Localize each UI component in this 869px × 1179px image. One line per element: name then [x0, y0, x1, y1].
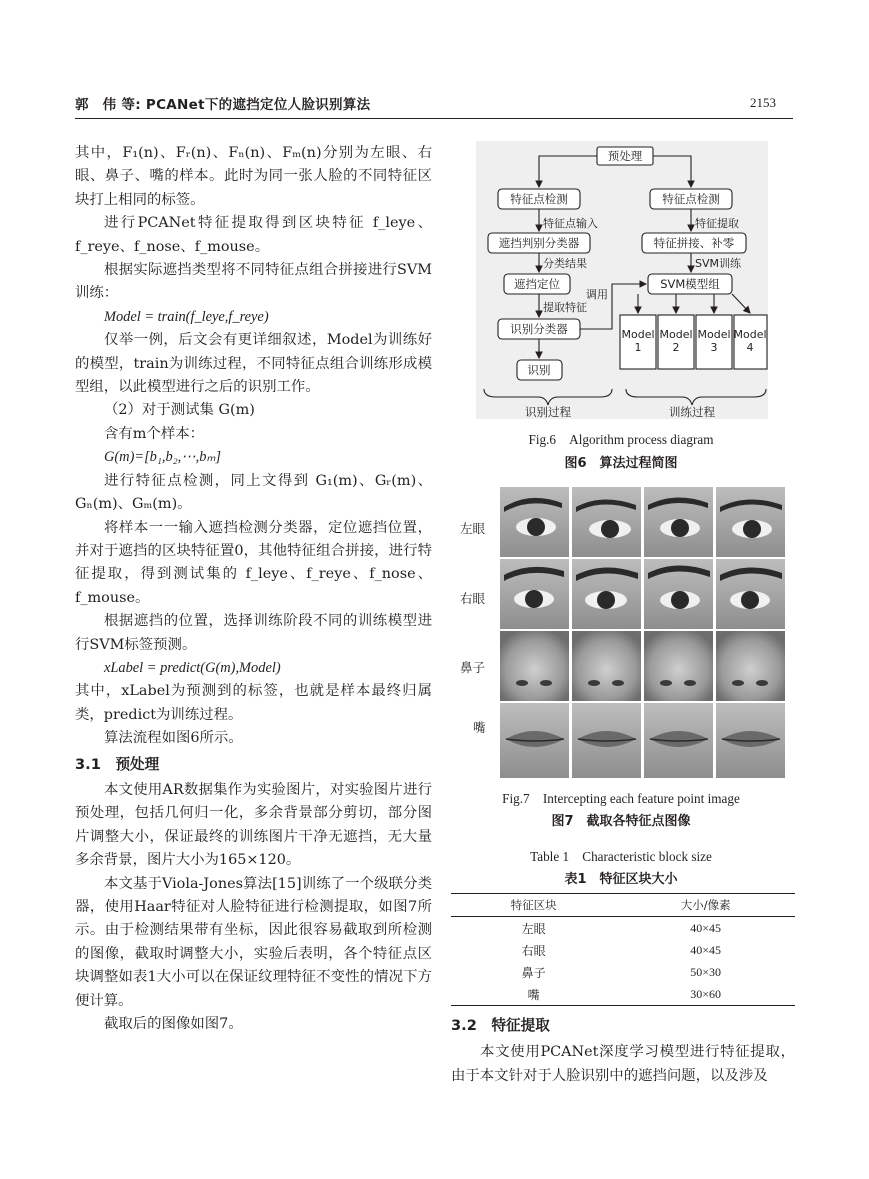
- header-rule: [75, 118, 793, 119]
- paragraph-pcanet-features: 进行PCANet特征提取得到区块特征 f_leye、f_reye、f_nose、f_mouse。: [75, 215, 432, 255]
- paragraph-sample-labels: 其中，F₁(n)、Fᵣ(n)、Fₙ(n)、Fₘ(n)分别为左眼、右眼、鼻子、嘴的样本。此时为同一张人脸的不同特征区块打上相同的标签。: [75, 145, 432, 208]
- table-cell-size: 40×45: [690, 942, 722, 957]
- mouth-row: [500, 703, 785, 778]
- feature-crop-grid: [500, 487, 785, 778]
- edge-label-fp-input: 特征点输入: [543, 217, 598, 230]
- right-eye-row: [500, 559, 785, 629]
- node-occlusion-classifier: 遮挡判别分类器: [498, 236, 580, 250]
- row-label-nose: 鼻子: [460, 660, 486, 675]
- node-model3: Model 3: [697, 328, 731, 354]
- paragraph-svm-predict: 根据遮挡的位置，选择训练阶段不同的训练模型进行SVM标签预测。: [75, 613, 432, 653]
- running-header-title: 郭 伟 等: PCANet下的遮挡定位人脸识别算法: [75, 97, 371, 113]
- fig7-caption-en: Fig.7 Intercepting each feature point image: [502, 791, 740, 806]
- table-header-size: 大小/像素: [616, 894, 795, 917]
- fig6-caption-cn: 图6 算法过程简图: [564, 456, 678, 471]
- paragraph-m-samples: 含有m个样本：: [104, 425, 204, 442]
- right-column: [451, 1014, 795, 1088]
- algorithm-flow-diagram: [476, 141, 768, 419]
- node-preprocess: 预处理: [607, 149, 643, 163]
- paragraph-model-example: 仅举一例，后文会有更详细叙述，Model为训练好的模型，train为训练过程，不同特征点组合训练形成模型组，以此模型进行之后的识别工作。: [75, 332, 432, 396]
- table1-caption-en: Table 1 Characteristic block size: [530, 849, 712, 864]
- table-cell-block: 右眼: [521, 943, 546, 958]
- edge-label-feat-extract: 特征提取: [695, 217, 739, 230]
- edge-label-class-result: 分类结果: [543, 257, 587, 270]
- table-cell-block: 嘴: [451, 983, 616, 1006]
- node-svm-group: SVM模型组: [660, 277, 720, 291]
- paragraph-fig7-ref: 截取后的图像如图7。: [104, 1016, 243, 1033]
- paragraph-occlusion-detect: 将样本一一输入遮挡检测分类器，定位遮挡位置，并对于遮挡的区块特征置0，其他特征组合拼接，进行特征提取，得到测试集的 f_leye、f_reye、f_nose、f_mouse。: [75, 519, 432, 606]
- nose-row: [500, 631, 785, 701]
- feature-block-size-table: [451, 893, 795, 1006]
- table-header-block: 特征区块: [451, 894, 616, 917]
- edge-label-call: 调用: [586, 288, 608, 301]
- edge-label-svm-train: SVM训练: [695, 257, 741, 270]
- table-cell-size: 50×30: [690, 964, 722, 979]
- node-model2: Model 2: [659, 328, 693, 354]
- brace-label-recognition: 识别过程: [525, 405, 571, 419]
- paragraph-test-set: （2）对于测试集 G(m): [104, 402, 255, 419]
- paragraph-xlabel: 其中，xLabel为预测到的标签，也就是样本最终归属类，predict为训练过程。: [75, 683, 432, 723]
- brace-label-training: 训练过程: [669, 405, 715, 419]
- paragraph-preprocess: 本文使用AR数据集作为实验图片，对实验图片进行预处理，包括几何归一化，多余背景部分剪切，部分图片调整大小，保证最终的训练图片干净无遮挡，无大量多余背景，图片大小为165×120。: [75, 781, 432, 869]
- paragraph-flow-ref: 算法流程如图6所示。: [104, 730, 243, 747]
- table-cell-size: 30×60: [616, 983, 795, 1006]
- paragraph-feature-extraction: 本文使用PCANet深度学习模型进行特征提取，由于本文针对于人脸识别中的遮挡问题，以及涉及: [451, 1044, 795, 1084]
- feature-crop-svg: [500, 487, 785, 778]
- node-detect-right: 特征点检测: [662, 192, 720, 206]
- node-recognize: 识别: [527, 363, 551, 377]
- equation-predict: xLabel = predict(G(m),Model): [104, 659, 281, 676]
- table-row: [451, 983, 795, 1006]
- paragraph-feature-detect: 进行特征点检测，同上文得到 G₁(m)、Gᵣ(m)、Gₙ(m)、Gₘ(m)。: [75, 472, 432, 513]
- table-row: [451, 939, 795, 961]
- row-label-right-eye: 右眼: [460, 591, 486, 606]
- node-concat: 特征拼接、补零: [653, 236, 735, 250]
- node-detect-left: 特征点检测: [510, 192, 568, 206]
- row-label-left-eye: 左眼: [460, 521, 486, 536]
- table-header-row: [451, 894, 795, 917]
- left-eye-row: [500, 487, 785, 557]
- paragraph-svm-training: 根据实际遮挡类型将不同特征点组合拼接进行SVM训练：: [75, 262, 432, 302]
- edge-label-extract-feat: 提取特征: [543, 301, 587, 314]
- table-row: [451, 917, 795, 940]
- section-heading-3-1: 3.1 预处理: [75, 755, 160, 773]
- equation-test-set: G(m)=[b₁,b₂,⋯,bₘ]: [104, 449, 222, 466]
- node-model4: Model 4: [733, 328, 767, 354]
- node-model1: Model 1: [621, 328, 655, 354]
- fig6-caption-en: Fig.6 Algorithm process diagram: [528, 432, 714, 447]
- table-cell-block: 左眼: [521, 921, 546, 936]
- section-heading-3-2: 3.2 特征提取: [451, 1017, 550, 1034]
- equation-train: Model = train(f_leye,f_reye): [104, 308, 269, 325]
- node-recog-classifier: 识别分类器: [510, 322, 568, 336]
- paragraph-viola-jones: 本文基于Viola-Jones算法[15]训练了一个级联分类器，使用Haar特征对人脸特征进行检测提取，如图7所示。由于检测结果带有坐标，因此很容易截取到所检测的图像，截取时调整大小，实验后表明，各个特征点区块调整如表1大小可以在保证纹理特征不变性的情况下方便计算。: [75, 875, 432, 1009]
- table-cell-size: 40×45: [690, 920, 722, 935]
- table1-caption-cn: 表1 特征区块大小: [564, 872, 678, 887]
- page-number: 2153: [750, 95, 776, 110]
- node-occlusion-locate: 遮挡定位: [514, 277, 560, 291]
- table-row: [451, 961, 795, 983]
- table1: [451, 893, 795, 1006]
- row-label-mouth: 嘴: [473, 720, 486, 735]
- table-cell-block: 鼻子: [521, 965, 546, 980]
- fig7-caption-cn: 图7 截取各特征点图像: [551, 814, 691, 829]
- flow-diagram-svg: [476, 141, 768, 419]
- left-column: [75, 142, 432, 1036]
